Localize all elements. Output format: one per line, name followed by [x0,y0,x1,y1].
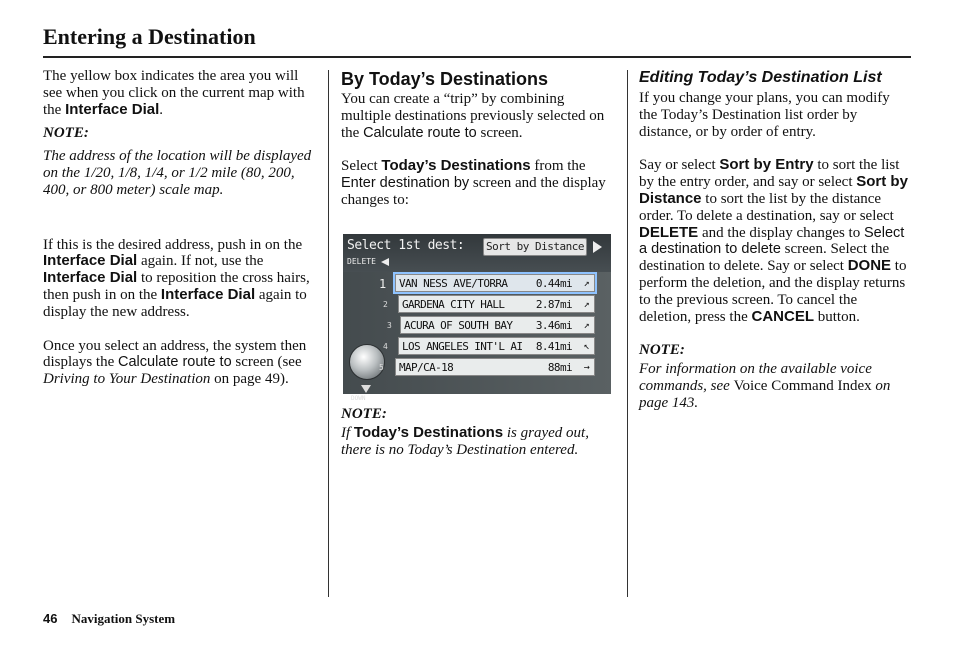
direction-icon: → [583,362,589,373]
col2-paragraph-2: Select Today’s Destinations from the Enter destination by screen and the display changes to: [341,157,606,208]
col1-note-label: NOTE: [43,125,89,142]
column-3 [639,68,911,412]
screen-header [343,234,611,272]
destination-list-panel [343,272,611,402]
screen-title: Select 1st dest: [347,238,465,253]
direction-icon: ↗ [583,299,589,310]
down-arrow-icon [361,385,371,393]
footer-section: Navigation System [71,611,176,626]
row-number: 1 [379,277,387,291]
direction-icon: ↗ [583,278,589,289]
todays-destinations-screen [343,234,611,402]
page-number: 46 [43,611,58,626]
sort-by-distance-button: Sort by Distance [483,238,587,256]
col1-paragraph-1: The yellow box indicates the area you will see when you click on the current map with the Interface Dial. [43,68,305,118]
section-heading-todays-destinations: By Today’s Destinations [341,69,549,89]
section-heading-editing: Editing Today’s Destination List [639,69,882,86]
page-footer [43,611,175,627]
delete-label: DELETE [347,257,376,266]
col3-paragraph-2: Say or select Sort by Entry to sort the list by the entry order, and say or select Sort by Distance to sort the list by the distance order. To delete a destination, say or select DELETE and the display changes to Select a destination to delete screen. Select the destination to delete. Say or select DONE to perform the deletion, and the display returns to the previous screen. To cancel the deletion, press the CANCEL button. [639,156,908,325]
left-arrow-icon [381,258,389,266]
col2-paragraph-1: You can create a “trip” by combining multiple destinations previously selected on the Calculate route to screen. [341,91,605,141]
column-1 [43,68,315,388]
row-number: 5 [379,363,384,372]
down-label: DOWN [351,395,366,402]
destination-row: ACURA OF SOUTH BAY 3.46mi ↗ [400,316,595,334]
right-arrow-icon [593,241,602,253]
title-rule [43,56,911,58]
direction-icon: ↖ [583,341,589,352]
destination-row: VAN NESS AVE/TORRA 0.44mi ↗ [395,274,595,292]
destination-row: MAP/CA-18 88mi → [395,358,595,376]
direction-icon: ↗ [583,320,589,331]
row-number: 2 [383,300,388,309]
column-2-note [341,406,613,458]
col2-note-text: If Today’s Destinations is grayed out, there is no Today’s Destination entered. [341,423,589,458]
interface-dial-icon [349,344,385,380]
col1-note-text: The address of the location will be displayed on the 1/20, 1/8, 1/4, or 1/2 mile (80, 200, 400, or 800 meter) scale map. [43,148,312,198]
col3-note-label: NOTE: [639,342,685,359]
col3-note-text: For information on the available voice commands, see Voice Command Index on page 143. [639,361,891,411]
col1-paragraph-2: If this is the desired address, push in on the Interface Dial again. If not, use the Interface Dial to reposition the cross hairs, then push in on the Interface Dial again to display the new address. [43,236,310,320]
column-divider-2 [627,70,628,597]
col1-paragraph-3: Once you select an address, the system then displays the Calculate route to screen (see Driving to Your Destination on page 49). [43,337,307,388]
row-number: 3 [387,321,392,330]
col3-paragraph-1: If you change your plans, you can modify the Today’s Destination list order by distance, or by order of entry. [639,90,890,140]
destination-row: GARDENA CITY HALL 2.87mi ↗ [398,295,595,313]
col2-note-label: NOTE: [341,406,387,422]
row-number: 4 [383,342,388,351]
page-title: Entering a Destination [43,24,256,49]
column-2 [341,68,613,209]
column-divider-1 [328,70,329,597]
destination-row: LOS ANGELES INT'L AI 8.41mi ↖ [398,337,595,355]
